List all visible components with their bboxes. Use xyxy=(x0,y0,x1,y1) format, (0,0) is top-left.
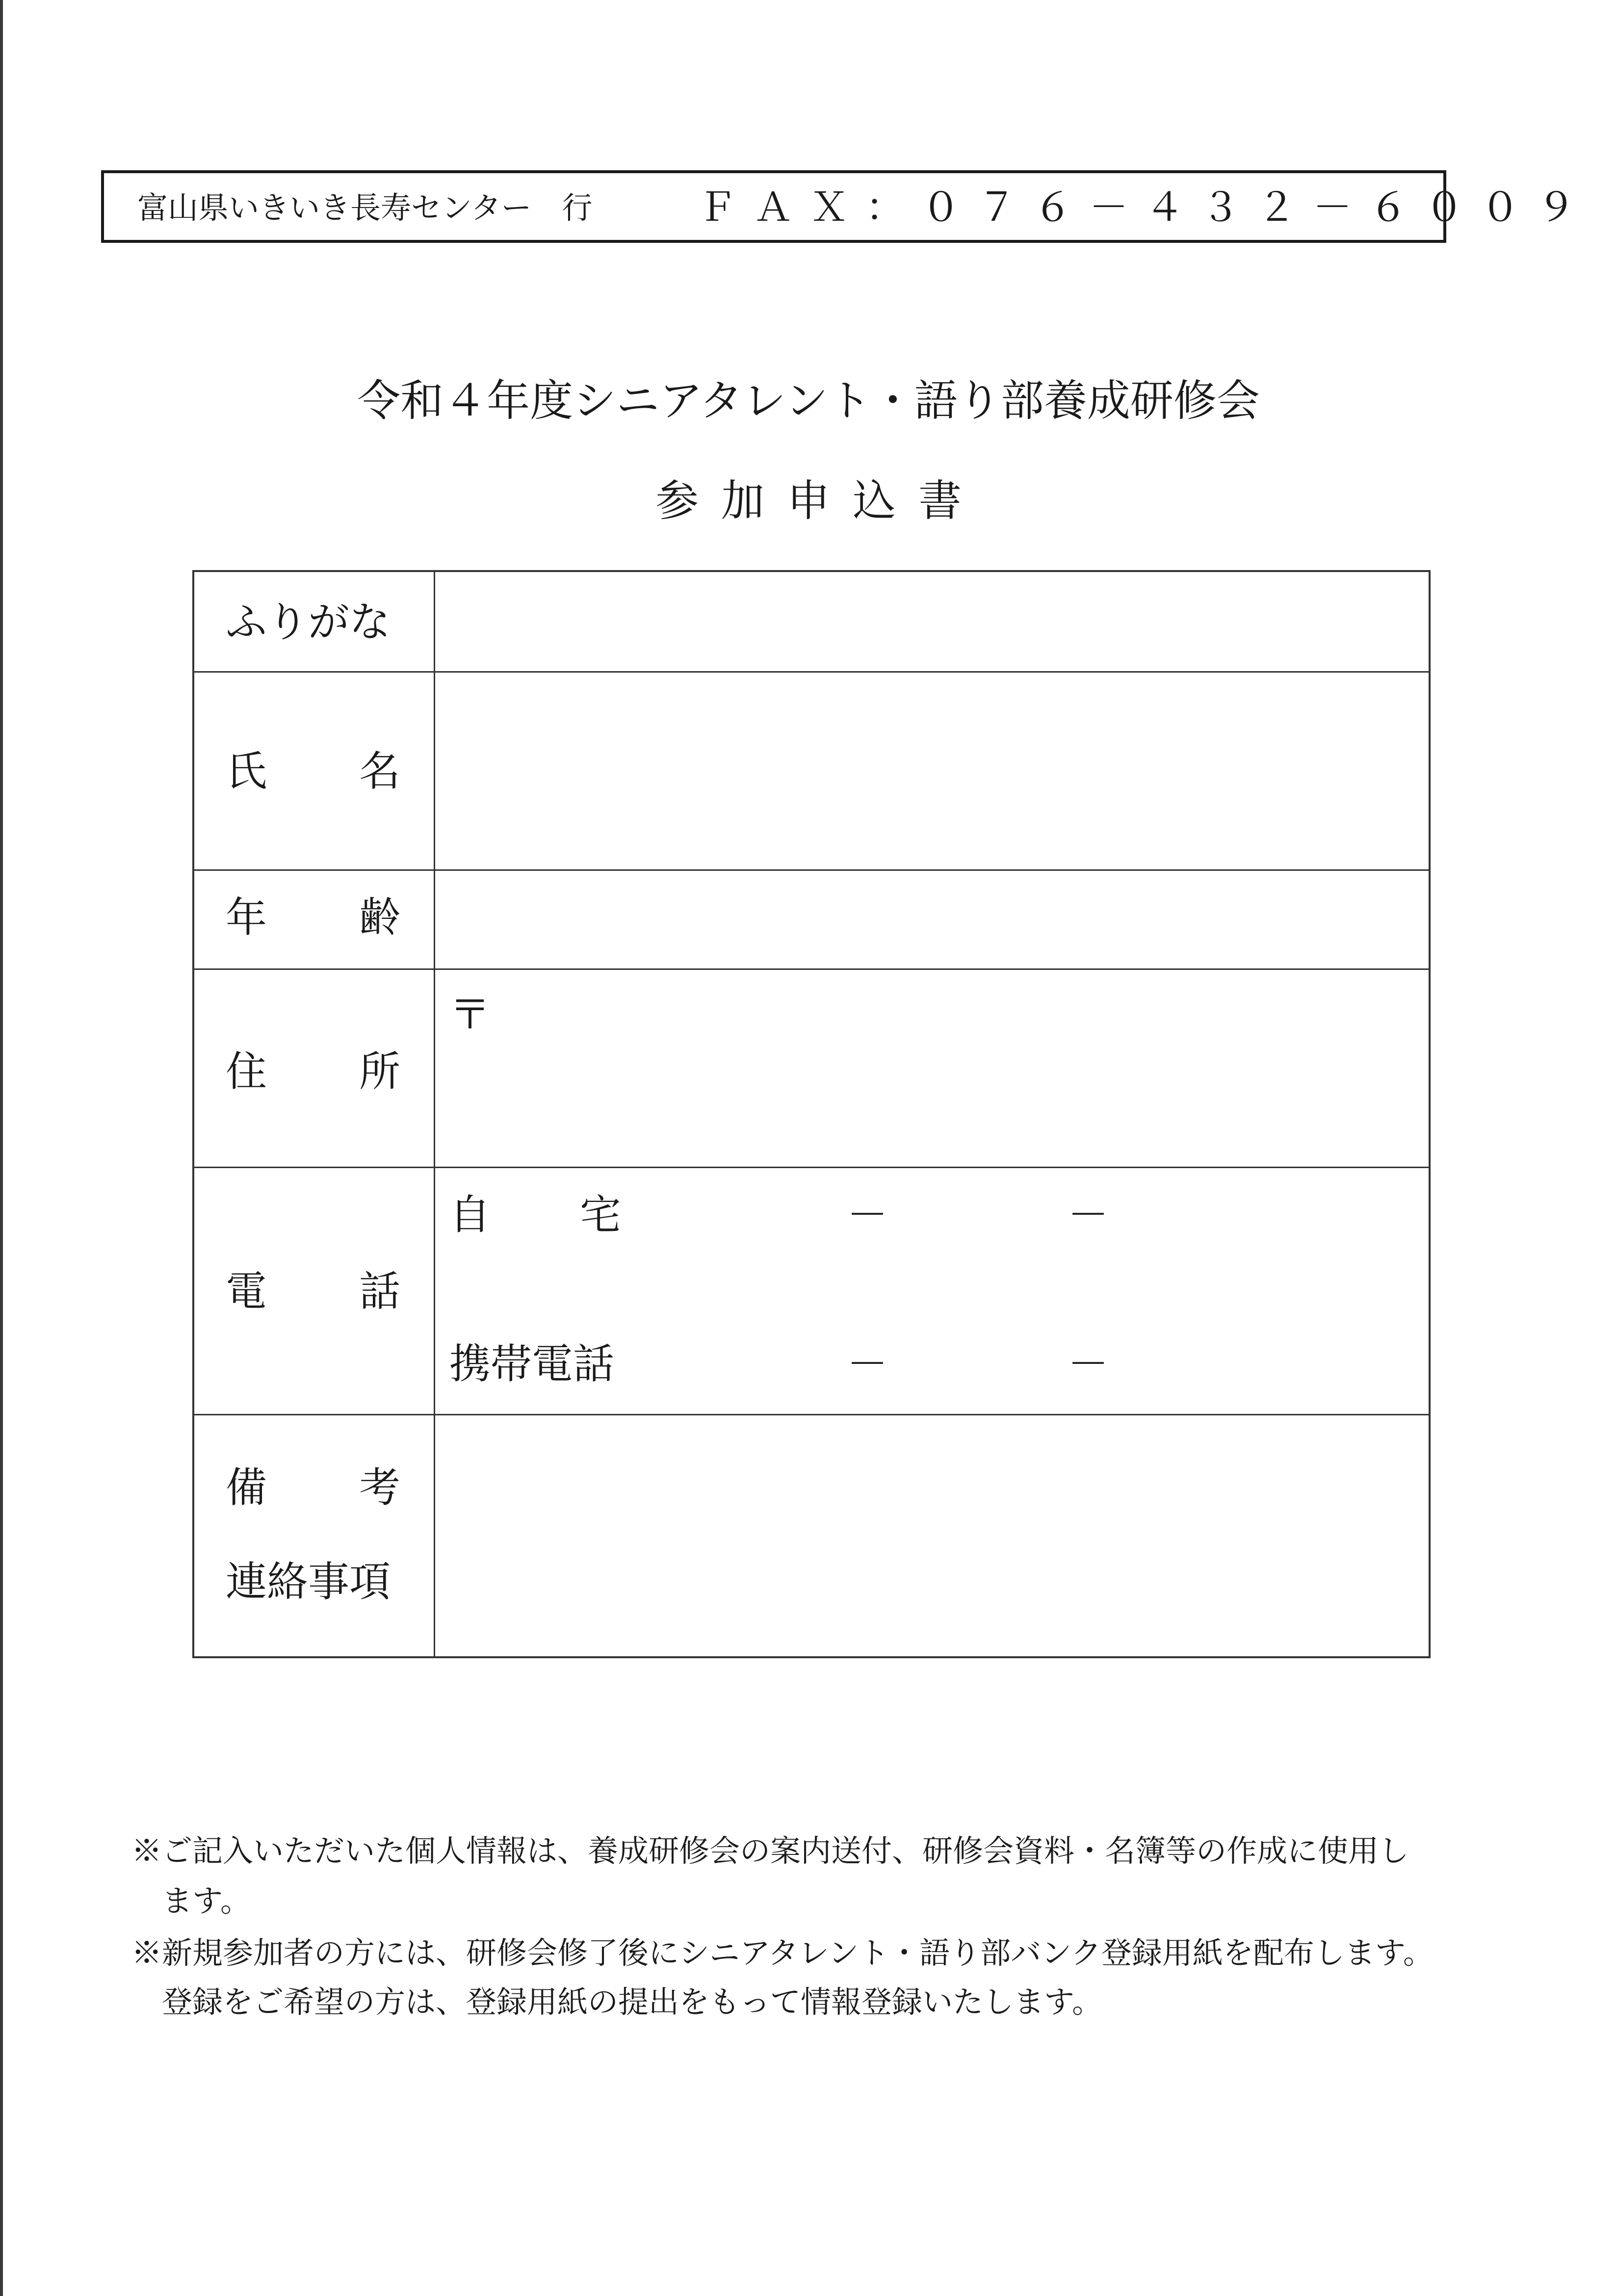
privacy-note: ※ご記入いただいた個人情報は、養成研修会の案内送付、研修会資料・名簿等の作成に使用し xyxy=(131,1833,1409,1869)
row-divider xyxy=(194,671,1429,673)
name-field[interactable] xyxy=(437,674,1428,867)
row-divider xyxy=(194,968,1429,970)
fax-number: ＦＡＸ：０７６－４３２－６００９ xyxy=(698,184,1592,230)
home-phone-dash: － xyxy=(847,1191,888,1239)
application-form-table xyxy=(192,570,1431,1658)
mobile-phone-label: 携帯電話 xyxy=(449,1340,615,1388)
column-divider xyxy=(434,572,435,1656)
contact-label: 連絡事項 xyxy=(226,1558,391,1606)
remarks-label: 備 考 xyxy=(226,1463,400,1512)
phone-label: 電 話 xyxy=(226,1267,400,1315)
row-divider xyxy=(194,1167,1429,1168)
registration-note: ※新規参加者の方には、研修会修了後にシニアタレント・語り部バンク登録用紙を配布します。 xyxy=(131,1935,1434,1971)
address-field[interactable] xyxy=(437,971,1428,1165)
age-field[interactable] xyxy=(437,872,1428,966)
page-edge xyxy=(0,0,3,2296)
mobile-phone-dash: － xyxy=(1068,1340,1109,1388)
name-label: 氏 名 xyxy=(226,747,400,795)
mobile-phone-field[interactable] xyxy=(655,1328,1421,1406)
row-divider xyxy=(194,1414,1429,1415)
mobile-phone-dash: － xyxy=(847,1340,888,1388)
addressee: 富山県いきいき長寿センター 行 xyxy=(137,190,593,226)
furigana-field[interactable] xyxy=(437,574,1428,669)
remarks-field[interactable] xyxy=(437,1417,1428,1656)
furigana-label: ふりがな xyxy=(226,598,391,646)
form-title: 令和４年度シニアタレント・語り部養成研修会 xyxy=(357,375,1260,426)
form-subtitle: 参加申込書 xyxy=(655,475,984,526)
registration-note-continued: 登録をご希望の方は、登録用紙の提出をもって情報登録いたします。 xyxy=(162,1984,1103,2020)
age-label: 年 齢 xyxy=(226,893,400,941)
privacy-note-continued: ます。 xyxy=(162,1883,251,1919)
home-phone-field[interactable] xyxy=(655,1180,1421,1259)
home-phone-label: 自 宅 xyxy=(449,1191,621,1239)
fax-header-box xyxy=(101,170,1592,243)
address-label: 住 所 xyxy=(226,1047,400,1096)
row-divider xyxy=(194,869,1429,871)
postal-mark: 〒 xyxy=(449,991,491,1039)
home-phone-dash: － xyxy=(1068,1191,1109,1239)
